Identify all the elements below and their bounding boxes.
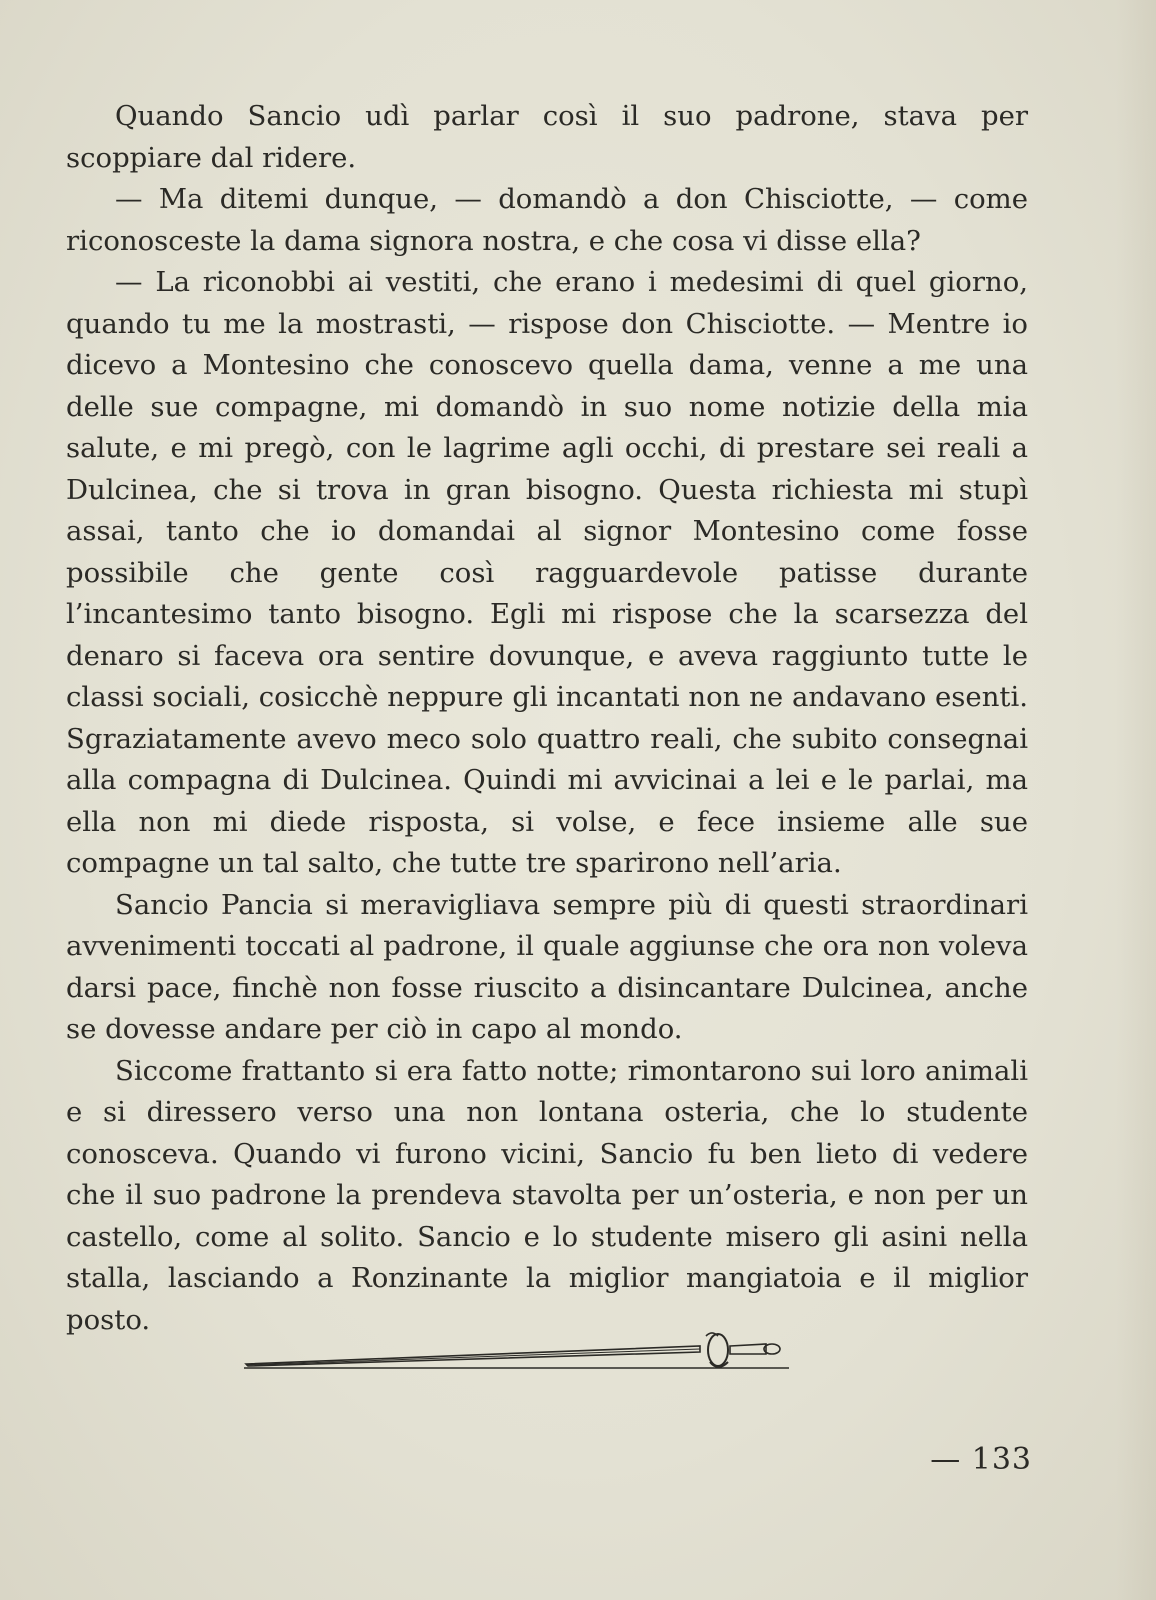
paragraph-1: Quando Sancio udì parlar così il suo padrone, stava per scoppiare dal ridere. [66, 100, 1028, 174]
paragraph-3: — La riconobbi ai vestiti, che erano i medesimi di quel giorno, quando tu me la mostrasti, — rispose don Chisciotte. — Mentre io dicevo a Montesino che conoscevo quella dama, venne a me una delle sue compagne, mi domandò in suo nome notizie della mia salute, e mi pregò, con le lagrime agli occhi, di prestare sei reali a Dulcinea, che si trova in gran bisogno. Questa richiesta mi stupì assai, tanto che io domandai al signor Montesino come fosse possibile che gente così ragguardevole patisse durante l’incantesimo tanto bisogno. Egli mi rispose che la scarsezza del denaro si faceva ora sentire dovunque, e aveva raggiunto tutte le classi sociali, cosicchè neppure gli incantati non ne andavano esenti. Sgraziatamente avevo meco solo quattro reali, che subito consegnai alla compagna di Dulcinea. Quindi mi avvicinai a lei e le parlai, ma ella non mi diede risposta, si volse, e fece insieme alle sue compagne un tal salto, che tutte tre sparirono nell’aria. [66, 266, 1028, 879]
paragraph-2: — Ma ditemi dunque, — domandò a don Chisciotte, — come riconosceste la dama signora nostra, e che cosa vi disse ella? [66, 183, 1028, 257]
sword-icon [244, 1332, 804, 1392]
page-edge-shadow [1116, 0, 1156, 1600]
paragraph-5: Siccome frattanto si era fatto notte; rimontarono sui loro animali e si diressero verso una non lontana osteria, che lo studente conosceva. Quando vi furono vicini, Sancio fu ben lieto di vedere che il suo padrone la prendeva stavolta per un’osteria, e non per un castello, come al solito. Sancio e lo studente misero gli asini nella stalla, lasciando a Ronzinante la miglior mangiatoia e il miglior posto. [66, 1054, 1028, 1336]
body-text [66, 96, 1028, 1341]
page-number: — 133 [930, 1442, 1032, 1477]
paragraph-4: Sancio Pancia si meravigliava sempre più di questi straordinari avvenimenti toccati al padrone, il quale aggiunse che ora non voleva darsi pace, finchè non fosse riuscito a disincantare Dulcinea, anche se dovesse andare per ciò in capo al mondo. [66, 888, 1028, 1045]
